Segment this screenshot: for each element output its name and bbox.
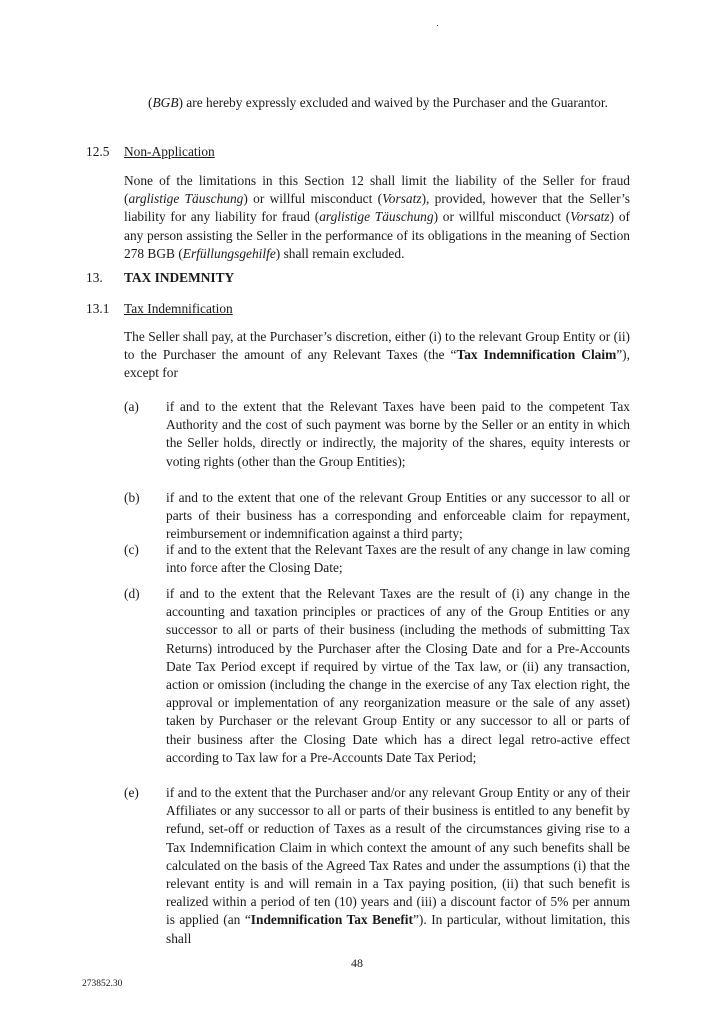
text: ) or willful misconduct (	[243, 191, 383, 207]
item-text: if and to the extent that one of the relevant Group Entities or any successor to all or parts of their business has a corresponding and enforceable claim for repayment, reimbursement or indemnification against a third party;	[166, 490, 630, 542]
intro-text: ) are hereby expressly excluded and waived by the Purchaser and the Guarantor.	[178, 95, 608, 110]
item-label: (a)	[124, 399, 139, 414]
intro-term: BGB	[152, 95, 179, 110]
text: ) of any person assisting the Seller in the performance of its obligations in the meaning of Section 278 BGB (	[124, 209, 631, 261]
item-label: (e)	[124, 785, 139, 800]
section-title: Tax Indemnification	[124, 301, 233, 316]
section-12-5-heading	[86, 143, 215, 161]
section-number: 13.1	[86, 301, 110, 316]
item-label: (b)	[124, 490, 140, 505]
item-text: if and to the extent that the Relevant Taxes are the result of (i) any change in the accounting and taxation principles or practices of any of the Group Entities or any successor to all or parts of their business (including the methods of submitting Tax Returns) introduced by the Purchaser after the Closing Date and for a Pre-Accounts Date Tax Period except if required by virtue of the Tax law, or (ii) any transaction, action or omission (including the change in the exercise of any Tax election right, the approval or implementation of any reorganization measure or the sale of any asset) taken by Purchaser or the relevant Group Entity or any successor to all or parts of their business after the Closing Date which has a direct legal retro-active effect according to Tax law for a Pre-Accounts Date Tax Period;	[166, 586, 630, 765]
document-reference: 273852.30	[82, 979, 123, 989]
intro-paragraph	[148, 94, 630, 112]
text: ”), except for	[124, 347, 630, 381]
text: The Seller shall pay, at the Purchaser’s discretion, either (i) to the relevant Group Entity or (ii) to the Purchaser the amount of any Relevant Taxes (the “	[124, 329, 630, 363]
term: Vorsatz	[382, 191, 422, 207]
item-text: if and to the extent that the Relevant Taxes are the result of any change in law coming into force after the Closing Date;	[166, 542, 630, 576]
text: ”). In particular, without limitation, this shall	[166, 912, 630, 946]
page-number: 48	[351, 956, 363, 970]
section-13-1-heading	[86, 300, 233, 318]
defined-term: Tax Indemnification Claim	[456, 347, 617, 363]
term: arglistige Täuschung	[128, 191, 244, 207]
section-number: 12.5	[86, 144, 110, 159]
scan-artifact	[437, 25, 438, 26]
section-title: Non-Application	[124, 144, 215, 159]
text: ) shall remain excluded.	[275, 245, 405, 261]
defined-term: Indemnification Tax Benefit	[250, 912, 413, 928]
text: ), provided, however that the Seller’s liability for any liability for fraud (	[124, 191, 631, 225]
item-label: (c)	[124, 542, 139, 557]
section-12-5-paragraph	[124, 172, 630, 263]
term: Erfüllungsgehilfe	[182, 245, 276, 261]
section-title: TAX INDEMNITY	[124, 270, 235, 285]
item-label: (d)	[124, 586, 140, 601]
term: Vorsatz	[570, 209, 610, 225]
text: ) or willful misconduct (	[433, 209, 571, 225]
text: if and to the extent that the Purchaser and/or any relevant Group Entity or any of their Affiliates or any successor to all or parts of their business is entitled to any benefit by refund, set-off or reduction of Taxes as a result of the circumstances giving rise to a Tax Indemnification Claim in which context the amount of any such benefits shall be calculated on the basis of the Agreed Tax Rates and under the assumptions (i) that the relevant entity is and will remain in a Tax paying position, (ii) that such benefit is realized within a period of ten (10) years and (iii) a discount factor of 5% per annum is applied (an “	[166, 785, 630, 928]
term: arglistige Täuschung	[319, 209, 434, 225]
section-number: 13.	[86, 270, 103, 285]
section-13-1-paragraph	[124, 328, 630, 383]
section-13-heading	[86, 269, 234, 287]
item-text: if and to the extent that the Relevant Taxes have been paid to the competent Tax Authority and the cost of such payment was borne by the Seller or an entity in which the Seller holds, directly or indirectly, the majority of the shares, equity interests or voting rights (other than the Group Entities);	[166, 399, 630, 469]
intro-text: (	[148, 95, 153, 110]
text: None of the limitations in this Section 12 shall limit the liability of the Seller for fraud (	[124, 173, 630, 207]
item-text	[166, 784, 630, 948]
